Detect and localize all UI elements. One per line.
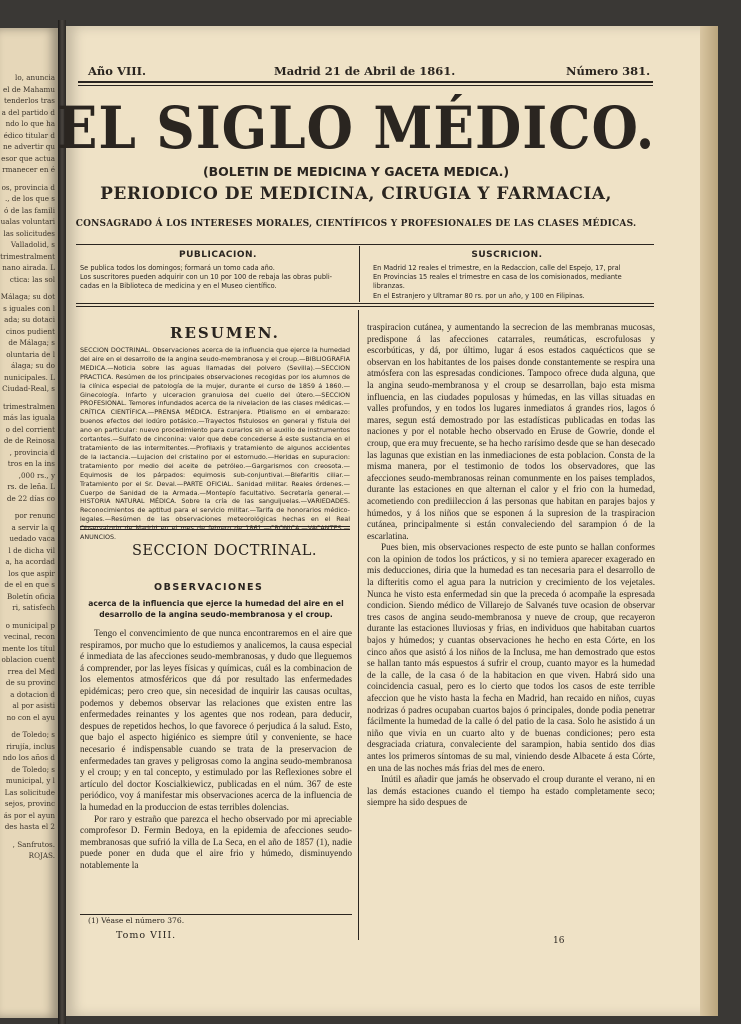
newspaper-page [56,26,718,1016]
suscricion-title: SUSCRICION. [471,250,543,260]
masthead-title: EL SIGLO MÉDICO. [56,94,656,162]
masthead-subtitle-2: PERIODICO DE MEDICINA, CIRUGIA Y FARMACIA, [100,184,612,204]
left-page-fragment: trimestralmen [3,401,55,411]
left-page-fragment: a servir la q [11,522,55,532]
seccion-paragraph-2: Por raro y estraño que parezca el hecho observado por mi apreciable comprofesor D. Fermin Bedoya, en la epidemia de afecciones seudo-membranosas que sufrió la villa de La Seca, en el año de 1857 (1), nadie puede poner en duda que el aire frio y húmedo, disminuyendo notablemente la [80,813,352,870]
left-page-fragment: ndo los años d [2,753,55,762]
publicacion-line-2: Los suscritores pueden adquirir con un 10 por 100 de rebaja las obras publi- [80,273,333,282]
right-paragraph-3: Inútil es añadir que jamás he observado el croup durante el verano, ni en las demás estaciones cuando el tiempo ha estado completamente seco; siempre ha sido despues de [367,774,655,808]
page-edge [700,26,718,1016]
left-page-fragment: las solicitudes [3,228,55,238]
masthead-subtitle-1: (BOLETIN DE MEDICINA Y GACETA MEDICA.) [202,164,510,179]
top-rule [78,81,653,83]
page-number: 16 [553,936,565,946]
left-page-fragment: mente los títul [2,643,55,653]
left-page-fragment: de de Reinosa [3,436,55,445]
left-page-fragment: al por asisti [12,701,55,710]
left-page-fragment: os, provincia d [1,182,55,192]
left-page-fragment: tros en la ins [7,459,55,468]
left-page-fragment: de el en que s [4,580,55,589]
column-divider [358,310,359,940]
left-page-fragment: Boletín oficia [7,591,55,601]
left-page-fragment: los que aspir [8,568,55,578]
left-page-fragment: tenderlos tras [4,96,55,105]
issue-year: Año VIII. [88,64,147,78]
resumen-rule-2 [80,529,350,530]
left-page-fragment: de su provinc [5,678,55,687]
observaciones-title: OBSERVACIONES [154,582,264,593]
left-page-fragment: de Málaga; s [8,338,55,347]
left-page-fragment: des hasta el 2 [4,822,55,831]
left-page-fragment: ., de los que s [4,194,55,203]
left-page-fragment: a, ha acordad [5,557,55,566]
masthead-subtitle-3: CONSAGRADO Á LOS INTERESES MORALES, CIENTÍFICOS Y PROFESIONALES DE LAS CLASES MÉDICAS. [75,219,637,229]
left-page-fragment: ROJAS. [28,851,55,860]
suscricion-line-3: libranzas. [373,282,405,291]
box-rule-bottom-2 [76,306,654,307]
left-page-fragment: de Toledo; s [11,764,55,774]
seccion-paragraph-1: Tengo el convencimiento de que nunca encontraremos en el aire que respiramos, por mucho que lo estudiemos y analicemos, la causa especial é inmediata de las afecciones seudo-membranosas, y dudo que lleguemos á comprender, por las leyes físicas y químicas, cuál es la combinacion de los elementos atmosféricos que dá por resultado las enfermedades epidémicas; pero creo que, sin necesidad de inquirir las causas ocultas, podemos y debemos observar las relaciones que existen entre las enfermedades reinantes y los agentes que nos rodean, para deducir, despues de repetidos hechos, lo que favorece ó perjudica á la salud. Esto, que bajo el aspecto higiénico es siempre útil y conveniente, se hace necesario é indispensable cuando se trata de la preservacion de enfermedades tan graves y peligrosas como la angina seudo-membranosa y el croup; y en tal concepto, y estimulado por las Reflexiones sobre el artículo del doctor Koscialkiewicz, publicadas en el núm. 367 de este periódico, voy á manifestar mis observaciones acerca de la influencia de la humedad en la produccion de estas terribles dolencias. [80,628,352,812]
left-page-fragment: no con el ayu [6,712,55,722]
top-rule-thin [78,85,653,86]
left-page-fragment: a dotacion d [10,689,55,699]
left-page-fragment: sejos, provinc [4,799,55,808]
left-page-fragment: rirujía, inclus [6,741,55,751]
left-page-fragment: lo, anuncia [15,73,55,82]
left-page-fragment: ó de las famili [4,205,55,215]
left-page-fragment: rrea del Med [7,666,55,676]
observaciones-subtitle-2: desarrollo de la angina seudo-membranosa y el croup. [99,610,333,619]
footnote-rule [80,914,352,915]
left-page-fragment: , provincia d [9,447,55,457]
left-page-fragment: municipal, y l [5,776,55,785]
left-page-fragment: Ciudad-Real, s [2,384,55,393]
left-page-fragment: o municipal p [5,620,55,630]
seccion-doctrinal-title: SECCION DOCTRINAL. [132,543,317,559]
resumen-body: SECCION DOCTRINAL. Observaciones acerca de la influencia que ejerce la humedad del aire en el desarrollo de la angina seudo-membranosa y el croup.—BIBLIOGRAFIA MEDICA.—Noticia sobre las aguas llamadas del polvero (Sevilla).—SECCION PRACTICA. Resúmen de los principales observaciones recogidas por los alumnos de la clínica especial de patología de la mujer, durante el curso de 1859 á 1860.—Ginecología. Infarto y ulceracion granulosa del cuello del útero.—SECCION PROFESIONAL. Temores infundados acerca de la nivelacion de las clases médicas.—CRÍTICA CIENTÍFICA.—PRENSA MÉDICA. Estranjera. Ptialismo en el embarazo: buenos efectos del iodúro potásico.—Trayectos fistulosos en general y fístula del ano en particular: nuevo procedimiento para curarlos sin el auxilio de instrumentos cortantes.—Sulfato de cinconina: valor que debe concederse á este sustancia en el tratamiento de las intermitentes.—Profilaxis y tratamiento de algunos accidentes de la lactancia.—Lujacion del cristalino por el estornudo.—Heridas en supuracion: tratamiento por medio del aceite de petróleo.—Gargarismos con creosota.—Equimosis de los párpados: equimosis sub-conjuntival.—Blefaritis ciliar.—Tratamiento por el Sr. Deval.—PARTE OFICIAL. Sanidad militar. Reales órdenes.—Cuerpo de Sanidad de la Armada.—Montepío facultativo. Secretaría general.—HISTORIA NATURAL MÉDICA. Sobre la cría de las sanguijuelas.—VARIEDADES. Reconocimientos de aptitud para el servicio militar.—Tarifa de honorarios médico-legales.—Resúmen de las observaciones meteorológicas hechas en el Real ANUNCIOS. [80,346,350,542]
left-page-fragment: álaga; su do [11,361,55,370]
left-page-fragment: trimestralment [0,251,55,261]
footnote: (1) Véase el número 376. [88,916,185,925]
left-page-fragment: rmanecer en é [2,165,55,174]
left-page-fragment: Valladolid, s [10,240,55,249]
suscricion-line-1: En Madrid 12 reales el trimestre, en la Redaccion, calle del Espejo, 17, pral [373,264,621,272]
left-page-fragment: el de Mahamu [3,84,55,94]
left-page-fragment: a del partido d [1,107,55,117]
right-column-body [367,322,655,809]
header-rule [76,244,654,245]
observaciones-subtitle [80,598,352,620]
left-page-fragment: nano airada. L [2,263,55,272]
suscricion-line-2: En Provincias 15 reales el trimestre en casa de los comisionados, mediante [373,273,622,282]
left-page-fragment: ,000 rs., y [18,470,55,480]
left-page-fragment: Málaga; su dot [0,292,55,301]
left-page-fragment: l de dicha vil [8,545,55,555]
left-page-fragment: ctica: las sol [9,274,55,284]
left-page-fragment: , Sanfrutos. [12,839,55,849]
left-page-fragment: oluntaria de l [6,349,55,359]
left-page-fragment: cinos pudient [5,326,55,336]
left-page-fragment: ada; su dotaci [4,315,55,324]
seccion-body [80,628,352,871]
left-page-fragment: ne advertir qu [3,142,55,151]
box-rule-bottom [76,303,654,304]
left-page-fragment: s iguales con l [3,303,55,313]
left-page-fragment: ualas voluntari [0,217,55,226]
suscricion-line-4: En el Estranjero y Ultramar 80 rs. por un año, y 100 en Filipinas. [373,291,585,300]
tomo-label: Tomo VIII. [116,930,177,941]
left-page-fragment: rs. de leña. L [7,482,55,491]
left-page-fragment: ndo lo que ha [5,119,55,128]
publicacion-title: PUBLICACION. [179,250,257,260]
issue-number: Número 381. [566,64,651,78]
right-paragraph-2: Pues bien, mis observaciones respecto de este punto se hallan conformes con la opinion de todos los prácticos, y si no temiera aparecer exagerado en mis deducciones, diria que la humedad es tan necesaria para el desarrollo de la difteritis como el agua para la nutricion y crecimiento de los vejetales. Nunca he visto esta enfermedad sin que la preceda ó acompañe la espresada condicion. Siendo médico de Villarejo de Salvanés tuve ocasion de observar tres casos de angina seudo-membranosa y nueve de croup, que recayeron durante las estaciones lluviosas y frias, en individuos que habitaban cuartos bajos y húmedos; y cuantas observaciones he hecho en esta Córte, en los cinco años que asistó á los niños de la Inclusa, me han demostrado que estos se hallan tanto más espuestos á sufrir el croup, cuanto mayor es la humedad de la calle, de la casa ó de la habitacion en que viven. Habrá sido una coincidencia casual, pero es lo cierto que todos los casos de este terrible afeccion que he visto hasta la fecha en Madrid, han recaido en niños, cuyas nodrizas ó padres ocupaban cuartos bajos ó principales, donde podia penetrar fácilmente la humedad de la calle ó del patio de la casa. Solo he asistido á un niño que vivia en un cuarto alto y de buenas condiciones; pero esta desgraciada criatura, convaleciente del sarampion, habia sentido dos dias antes los primeros síntomas de su mal, viniendo desde Albacete á esta Córte, en una de las noches más frias del mes de enero. [367,542,655,773]
left-page-fragment: ás por el ayun [3,810,55,820]
left-page-fragment: por renunc [14,511,55,520]
left-page-fragment: ri, satisfech [12,603,55,612]
box-divider [359,246,360,302]
left-page-fragment: de 22 días co [6,493,55,503]
left-page-fragment: más las iguala [2,413,55,422]
issue-date: Madrid 21 de Abril de 1861. [274,64,456,78]
left-page-fragment: édico titular d [3,130,55,140]
left-page-fragment: de Toledo; s [11,730,55,739]
left-page-fragment: o del corrient [5,424,55,434]
publicacion-text [80,264,362,292]
left-page-fragment: uedado vaca [9,534,55,543]
left-page-fragment: vecinal, recon [3,632,55,641]
observaciones-subtitle-1: acerca de la influencia que ejerce la humedad del aire en el [88,599,344,608]
publicacion-line-3: cadas en la Biblioteca de medicina y en el Museo científico. [80,282,277,291]
resumen-rule [80,526,350,527]
left-page-fragment: esor que actua [1,153,55,163]
publicacion-line-1: Se publica todos los domingos; formará un tomo cada año. [80,264,275,272]
right-paragraph-1: traspiracion cutánea, y aumentando la secrecion de las membranas mucosas, predispone á las afecciones catarrales, reumáticas, escrofulosas y escorbúticas, y dá, por último, lugar á esos estados caquécticos que se observan en los habitantes de los paises donde constantemente se respira una atmósfera con las espresadas condiciones. Tampoco ofrece duda alguna, que la angina seudo-membranosa y el croup se desarrollan, bajo esta misma influencia, en las ciudades populosas y húmedas, en las villas situadas en valles profundos, y en todos los lugares inmediatos á grandes rios, lagos ó mares, segun está demostrado por las estadísticas publicadas en todas las naciones y por el notable hecho observado en Eruse de Gowrie, donde el croup, que era muy frecuente, se ha hecho rarísimo desde que se han desecado las lagunas que existian en las inmediaciones de esta poblacion. Consta de la misma manera, por el testimonio de todos los observadores, que las afecciones seudo-membranosas reinan comunmente en los paises templados, durante las estaciones en que alternan el calor y el frio con la humedad, acometiendo con prediileccion á las personas que habitan en parajes bajos y húmedos, y á los niños que se esponen á la supresion de la traspiracion cutánea, principalmente si están convaleciendo del sarampion ó de la escarlatina. [367,322,656,541]
resumen-title: RESUMEN. [170,324,280,342]
left-page-fragment: oblacion cuent [1,655,55,664]
suscricion-text [373,264,658,301]
left-page-fragment: Las solicitude [4,787,55,797]
left-page-fragment: nunicipales. L [4,372,55,382]
